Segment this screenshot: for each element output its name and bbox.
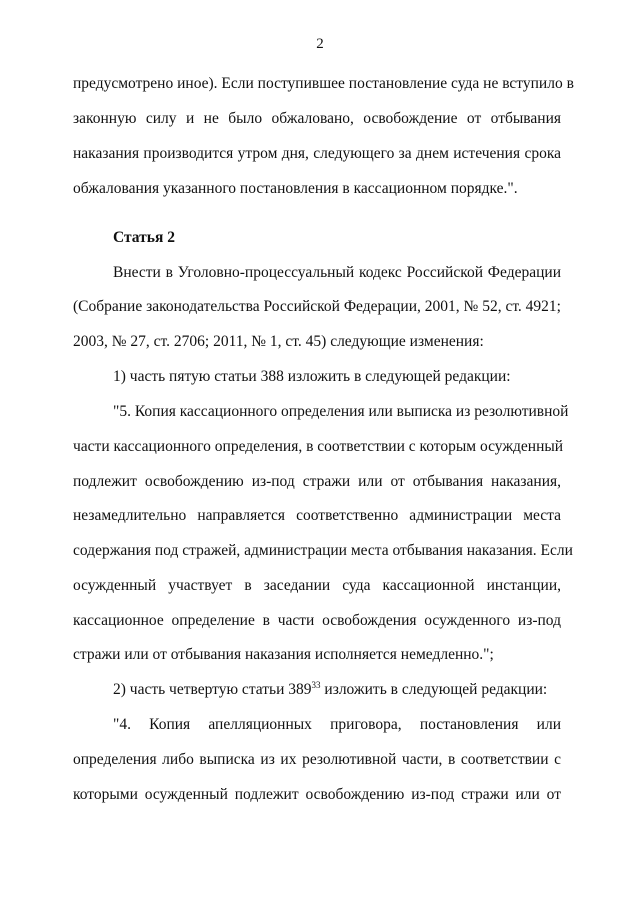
text-line: незамедлительно направляется соответственно администрации места bbox=[73, 507, 561, 524]
page-number: 2 bbox=[316, 36, 324, 52]
text-line: Внести в Уголовно-процессуальный кодекс Российской Федерации bbox=[113, 264, 561, 281]
text-line: стражи или от отбывания наказания исполняется немедленно."; bbox=[73, 646, 494, 663]
text-line: содержания под стражей, администрации места отбывания наказания. Если bbox=[73, 542, 573, 559]
text-line: (Собрание законодательства Российской Федерации, 2001, № 52, ст. 4921; bbox=[73, 298, 561, 315]
list-item bbox=[73, 680, 561, 700]
text-line: "5. Копия кассационного определения или выписка из резолютивной bbox=[113, 403, 569, 420]
text-line: осужденный участвует в заседании суда кассационной инстанции, bbox=[73, 577, 561, 594]
text-line: кассационное определение в части освобождения осужденного из-под bbox=[73, 612, 561, 629]
article-superscript: 33 bbox=[311, 679, 321, 690]
text-line: части кассационного определения, в соответствии с которым осужденный bbox=[73, 438, 564, 455]
text-line: обжалования указанного постановления в кассационном порядке.". bbox=[73, 180, 518, 197]
text-line: "4. Копия апелляционных приговора, постановления или bbox=[113, 716, 561, 733]
article-heading: Статья 2 bbox=[113, 229, 175, 246]
text-line: 2003, № 27, ст. 2706; 2011, № 1, ст. 45) следующие изменения: bbox=[73, 333, 484, 350]
list-item-text: 2) часть четвертую статьи 389 bbox=[113, 681, 312, 698]
text-line: законную силу и не было обжаловано, освобождение от отбывания bbox=[73, 110, 561, 127]
list-item: 1) часть пятую статьи 388 изложить в следующей редакции: bbox=[113, 368, 511, 385]
text-line: предусмотрено иное). Если поступившее постановление суда не вступило в bbox=[73, 75, 574, 92]
list-item-text-end: изложить в следующей редакции: bbox=[320, 681, 548, 698]
text-line: которыми осужденный подлежит освобождению из-под стражи или от bbox=[73, 786, 561, 803]
text-line: подлежит освобождению из-под стражи или от отбывания наказания, bbox=[73, 473, 561, 490]
text-line: наказания производится утром дня, следующего за днем истечения срока bbox=[73, 145, 561, 162]
text-line: определения либо выписка из их резолютивной части, в соответствии с bbox=[73, 751, 561, 768]
